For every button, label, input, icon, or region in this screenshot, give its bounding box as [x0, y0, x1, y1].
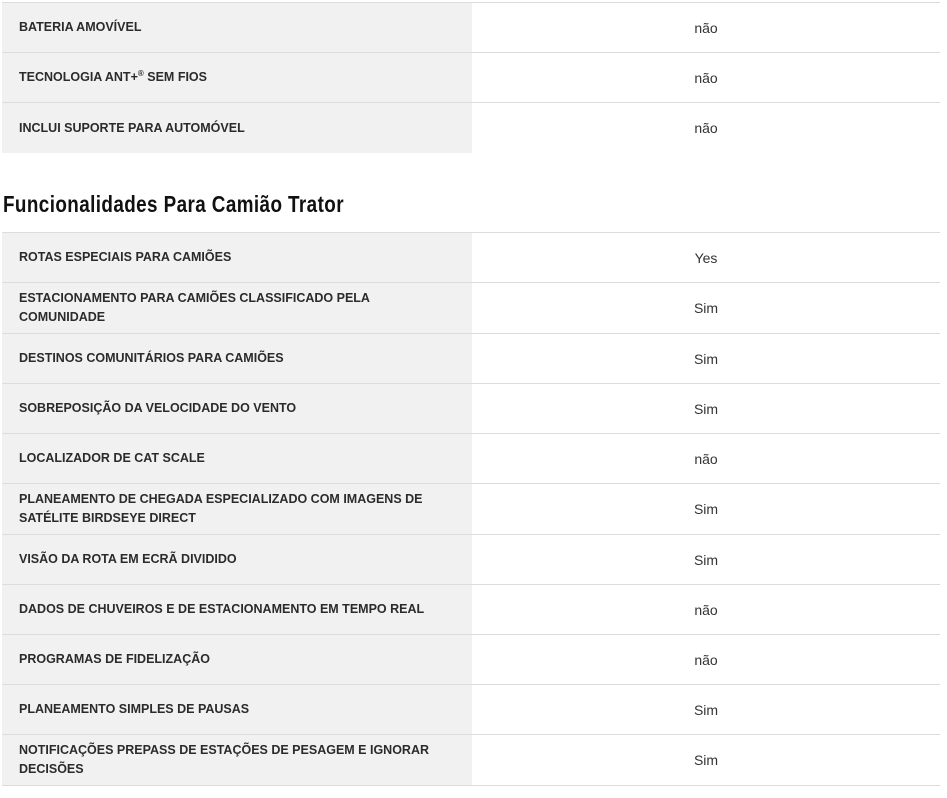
- spec-label-text: BATERIA AMOVÍVEL: [19, 20, 142, 34]
- spec-label: [2, 334, 472, 383]
- spec-label: [2, 585, 472, 634]
- spec-label-text: DESTINOS COMUNITÁRIOS PARA CAMIÕES: [19, 351, 284, 365]
- table-row: [2, 334, 940, 384]
- spec-label: [2, 484, 472, 534]
- spec-label: [2, 434, 472, 483]
- spec-value: [472, 233, 940, 282]
- spec-value: [472, 685, 940, 734]
- spec-page: [2, 2, 940, 786]
- table-row: [2, 735, 940, 786]
- spec-value: [472, 635, 940, 684]
- spec-value: [472, 484, 940, 534]
- spec-label: [2, 535, 472, 584]
- spec-label-text: ESTACIONAMENTO PARA CAMIÕES CLASSIFICADO PELA COMUNIDADE: [19, 291, 370, 324]
- spec-label: [2, 233, 472, 282]
- spec-label: [2, 103, 472, 153]
- spec-label-text: TECNOLOGIA ANT+® SEM FIOS: [19, 69, 207, 84]
- spec-label-text: NOTIFICAÇÕES PREPASS DE ESTAÇÕES DE PESAGEM E IGNORAR DECISÕES: [19, 743, 430, 776]
- spec-table-general: [2, 2, 940, 153]
- table-row: [2, 53, 940, 103]
- spec-value-text: Sim: [693, 501, 719, 517]
- spec-value-text: Sim: [693, 300, 719, 316]
- spec-value-text: não: [694, 651, 718, 668]
- spec-label-text: DADOS DE CHUVEIROS E DE ESTACIONAMENTO EM TEMPO REAL: [19, 602, 425, 616]
- spec-label-text: VISÃO DA ROTA EM ECRÃ DIVIDIDO: [19, 552, 237, 566]
- spec-value: [472, 585, 940, 634]
- section-heading-block: [2, 153, 940, 232]
- table-row: [2, 103, 940, 153]
- spec-label-text: SOBREPOSIÇÃO DA VELOCIDADE DO VENTO: [19, 401, 297, 415]
- spec-label: [2, 53, 472, 102]
- spec-label-text: LOCALIZADOR DE CAT SCALE: [19, 451, 205, 465]
- table-row: [2, 434, 940, 484]
- spec-label-text: PLANEAMENTO DE CHEGADA ESPECIALIZADO COM IMAGENS DE SATÉLITE BIRDSEYE DIRECT: [19, 492, 423, 525]
- spec-value-text: Yes: [694, 249, 718, 266]
- spec-value: [472, 103, 940, 153]
- spec-label: [2, 735, 472, 785]
- spec-value-text: Sim: [693, 350, 719, 367]
- spec-label-text: INCLUI SUPORTE PARA AUTOMÓVEL: [19, 120, 245, 135]
- spec-label-text: ROTAS ESPECIAIS PARA CAMIÕES: [19, 250, 232, 264]
- spec-label: [2, 635, 472, 684]
- spec-value-text: Sim: [693, 400, 719, 417]
- spec-label: [2, 685, 472, 734]
- table-row: [2, 484, 940, 535]
- spec-value-text: não: [694, 120, 718, 136]
- table-row: [2, 384, 940, 434]
- registered-trademark-symbol: ®: [137, 69, 144, 78]
- table-row: [2, 635, 940, 685]
- spec-value: [472, 535, 940, 584]
- spec-value: [472, 53, 940, 102]
- spec-value-text: Sim: [693, 701, 719, 718]
- spec-value: [472, 384, 940, 433]
- spec-value: [472, 434, 940, 483]
- table-row: [2, 585, 940, 635]
- spec-value-text: não: [694, 19, 718, 36]
- spec-value-text: não: [694, 69, 718, 86]
- spec-label: [2, 283, 472, 333]
- table-row: [2, 685, 940, 735]
- section-heading: Funcionalidades Para Camião Trator: [3, 191, 344, 217]
- spec-value-text: não: [694, 601, 718, 618]
- table-row: [2, 283, 940, 334]
- spec-value: [472, 334, 940, 383]
- table-row: [2, 233, 940, 283]
- spec-value: [472, 3, 940, 52]
- spec-value-text: Sim: [693, 752, 719, 768]
- table-row: [2, 3, 940, 53]
- spec-value-text: não: [694, 450, 718, 467]
- spec-table-truck-features: [2, 232, 940, 786]
- table-row: [2, 535, 940, 585]
- spec-label: [2, 384, 472, 433]
- spec-value: [472, 283, 940, 333]
- spec-label: [2, 3, 472, 52]
- spec-value: [472, 735, 940, 785]
- spec-value-text: Sim: [693, 551, 719, 568]
- spec-label-text: PROGRAMAS DE FIDELIZAÇÃO: [19, 652, 210, 666]
- spec-label-text: PLANEAMENTO SIMPLES DE PAUSAS: [19, 702, 250, 716]
